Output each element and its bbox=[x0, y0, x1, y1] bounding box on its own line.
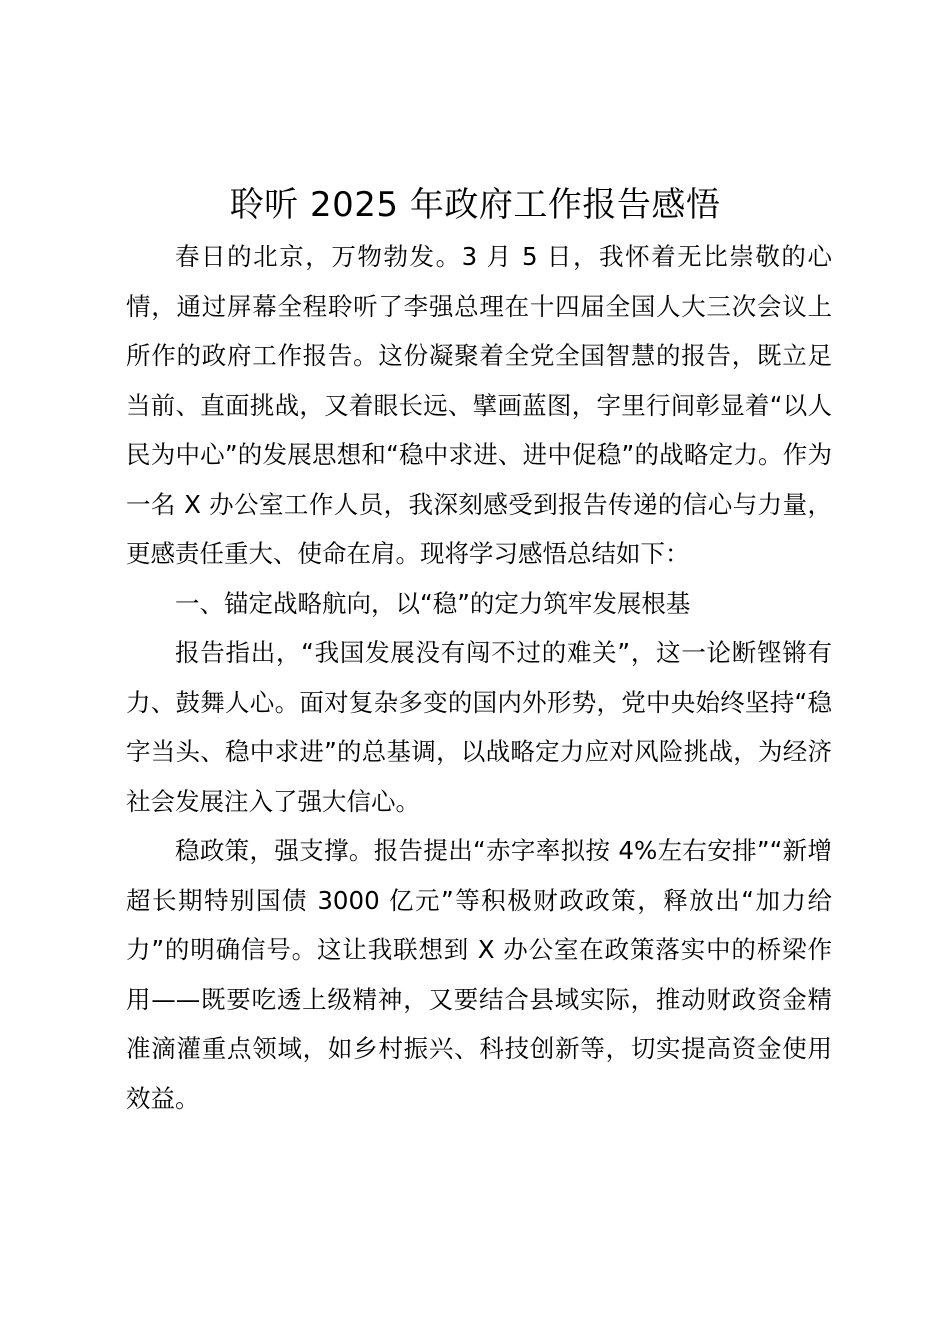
section-paragraph-2: 稳政策，强支撑。报告提出“赤字率拟按 4%左右安排”“新增超长期特别国债 3000 亿元”等积极财政政策，释放出“加力给力”的明确信号。这让我联想到 X 办公室在政策落实中的桥梁作用——既要吃透上级精神，又要结合县域实际，推动财政资金精准滴灌重点领域，如乡村振兴、科技创新等，切实提高资金使用效益。 bbox=[126, 836, 832, 1113]
section-heading: 一、锚定战略航向，以“稳”的定力筑牢发展根基 bbox=[175, 588, 691, 618]
section-paragraph-1: 报告指出，“我国发展没有闯不过的难关”，这一论断铿锵有力、鼓舞人心。面对复杂多变的国内外形势，党中央始终坚持“稳字当头、稳中求进”的总基调，以战略定力应对风险挑战，为经济社会发展注入了强大信心。 bbox=[126, 638, 832, 816]
document-title: 聆听 2025 年政府工作报告感悟 bbox=[229, 185, 721, 225]
document-body bbox=[126, 232, 832, 1123]
intro-paragraph: 春日的北京，万物勃发。3 月 5 日，我怀着无比崇敬的心情，通过屏幕全程聆听了李强总理在十四届全国人大三次会议上所作的政府工作报告。这份凝聚着全党全国智慧的报告，既立足当前、直面挑战，又着眼长远、擘画蓝图，字里行间彰显着“以人民为中心”的发展思想和“稳中求进、进中促稳”的战略定力。作为一名 X 办公室工作人员，我深刻感受到报告传递的信心与力量，更感责任重大、使命在肩。现将学习感悟总结如下： bbox=[126, 242, 832, 568]
